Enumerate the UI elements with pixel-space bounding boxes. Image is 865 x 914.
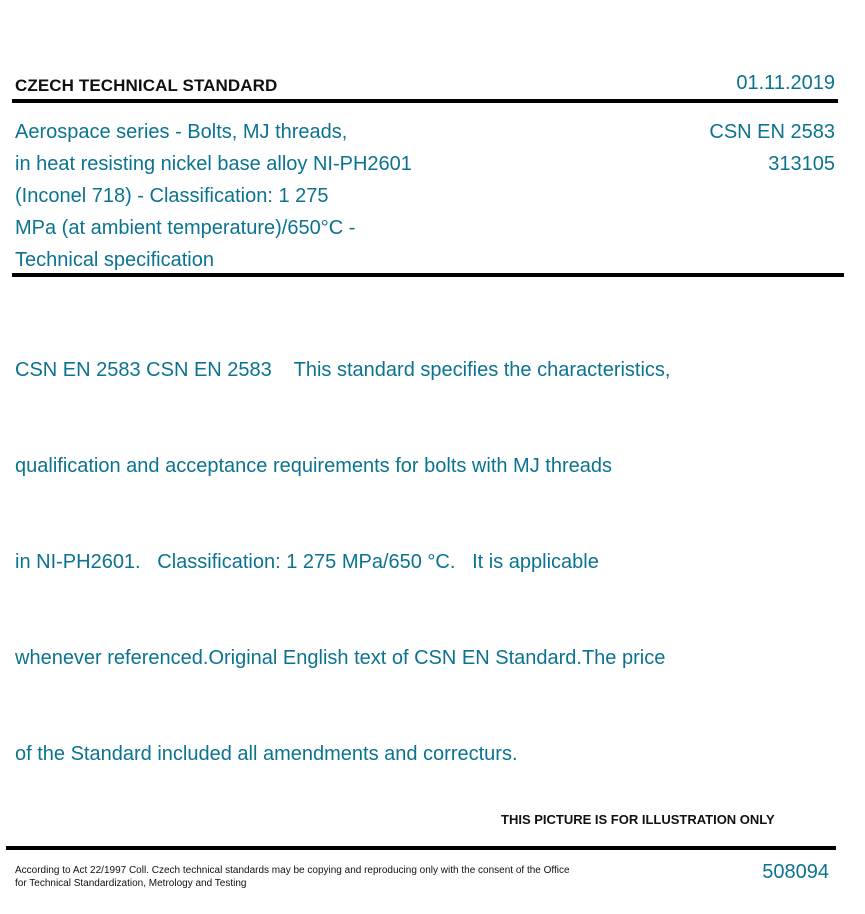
- standard-identifier: [709, 116, 835, 180]
- description-line: qualification and acceptance requirements for bolts with MJ threads: [15, 455, 612, 477]
- description-line: in NI-PH2601. Classification: 1 275 MPa/650 °C. It is applicable: [15, 551, 599, 573]
- title-line: Aerospace series - Bolts, MJ threads,: [15, 121, 348, 143]
- legal-notice: [15, 864, 595, 890]
- footer-divider: [6, 846, 836, 850]
- standard-code: CSN EN 2583: [709, 121, 835, 143]
- title-line: in heat resisting nickel base alloy NI-PH2601: [15, 153, 412, 175]
- description-line: CSN EN 2583 CSN EN 2583 This standard specifies the characteristics,: [15, 359, 671, 381]
- description-line: of the Standard included all amendments and correcturs.: [15, 743, 518, 765]
- legal-line: for Technical Standardization, Metrology and Testing: [15, 878, 247, 889]
- standard-title: [15, 116, 575, 276]
- catalog-number: 313105: [768, 153, 835, 175]
- title-line: MPa (at ambient temperature)/650°C -: [15, 217, 356, 239]
- standard-description: [15, 290, 735, 802]
- description-line: whenever referenced.Original English text of CSN EN Standard.The price: [15, 647, 666, 669]
- header-divider: [12, 99, 838, 103]
- title-line: Technical specification: [15, 249, 214, 271]
- title-divider: [12, 273, 844, 277]
- title-line: (Inconel 718) - Classification: 1 275: [15, 185, 329, 207]
- illustration-disclaimer: THIS PICTURE IS FOR ILLUSTRATION ONLY: [501, 812, 775, 827]
- document-number: 508094: [762, 861, 829, 883]
- publication-date: 01.11.2019: [736, 72, 835, 94]
- legal-line: According to Act 22/1997 Coll. Czech technical standards may be copying and reproducing only with the consent of the Office: [15, 865, 570, 876]
- document-type-label: CZECH TECHNICAL STANDARD: [15, 76, 278, 95]
